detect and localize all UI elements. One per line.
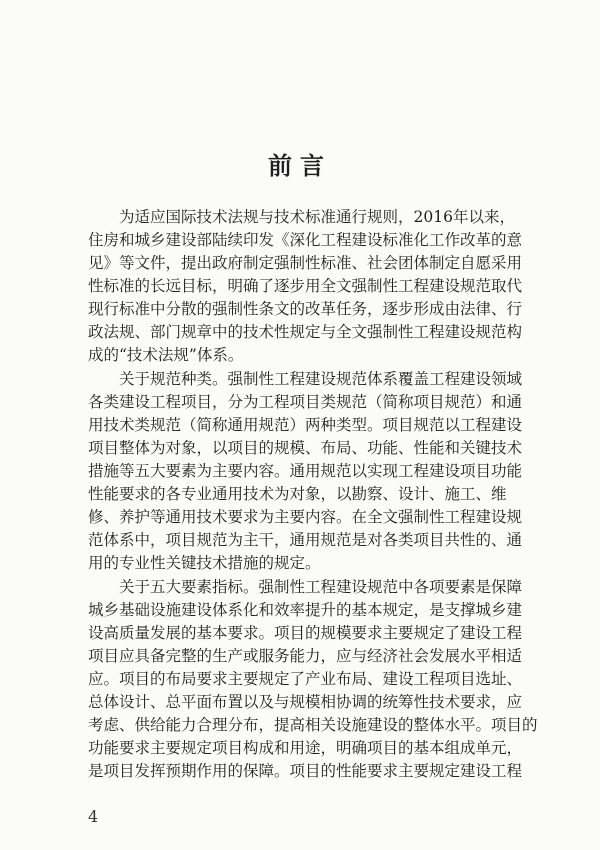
text-line: 现行标准中分散的强制性条文的改革任务，逐步形成由法律、行 (88, 300, 523, 318)
paragraph-1 (88, 206, 523, 367)
text-line: 政法规、部门规章中的技术性规定与全文强制性工程建设规范构 (88, 323, 523, 341)
text-line: 城乡基础设施建设体系化和效率提升的基本规定，是支撑城乡建 (88, 601, 523, 619)
text-line: 范体系中，项目规范为主干，通用规范是对各类项目共性的、通 (88, 531, 523, 549)
text-line: 用技术类规范（简称通用规范）两种类型。项目规范以工程建设 (88, 416, 523, 434)
page-number: 4 (88, 807, 99, 826)
text-line: 成的“技术法规”体系。 (88, 346, 244, 364)
text-line: 性能要求的各专业通用技术为对象，以勘察、设计、施工、维 (88, 485, 507, 503)
text-line: 是项目发挥预期作用的保障。项目的性能要求主要规定建设工程 (88, 762, 523, 780)
text-line: 各类建设工程项目，分为工程项目类规范（简称项目规范）和通 (88, 393, 523, 411)
page-title: 前言 (268, 151, 332, 180)
document-body (88, 206, 538, 783)
paragraph-2 (88, 368, 523, 575)
text-line: 考虑、供给能力合理分布，提高相关设施建设的整体水平。项目的 (88, 716, 538, 734)
text-line: 应。项目的布局要求主要规定了产业布局、建设工程项目选址、 (88, 670, 523, 688)
text-line: 为适应国际技术法规与技术标准通行规则，2016年以来， (88, 208, 515, 226)
text-line: 项目应具备完整的生产或服务能力，应与经济社会发展水平相适 (88, 647, 523, 665)
text-line: 修、养护等通用技术要求为主要内容。在全文强制性工程建设规 (88, 508, 523, 526)
text-line: 见》等文件，提出政府制定强制性标准、社会团体制定自愿采用 (88, 254, 523, 272)
text-line: 总体设计、总平面布置以及与规模相协调的统筹性技术要求，应 (88, 693, 523, 711)
text-line: 住房和城乡建设部陆续印发《深化工程建设标准化工作改革的意 (88, 231, 523, 249)
text-line: 设高质量发展的基本要求。项目的规模要求主要规定了建设工程 (88, 624, 523, 642)
text-line: 功能要求主要规定项目构成和用途，明确项目的基本组成单元， (88, 739, 523, 757)
text-line: 用的专业性关键技术措施的规定。 (88, 554, 321, 572)
text-line: 项目整体为对象，以项目的规模、布局、功能、性能和关键技术 (88, 439, 523, 457)
text-line: 性标准的长远目标，明确了逐步用全文强制性工程建设规范取代 (88, 277, 523, 295)
paragraph-3 (88, 576, 538, 783)
text-line: 关于五大要素指标。强制性工程建设规范中各项要素是保障 (88, 578, 523, 596)
text-line: 措施等五大要素为主要内容。通用规范以实现工程建设项目功能 (88, 462, 523, 480)
text-line: 关于规范种类。强制性工程建设规范体系覆盖工程建设领域 (88, 370, 523, 388)
